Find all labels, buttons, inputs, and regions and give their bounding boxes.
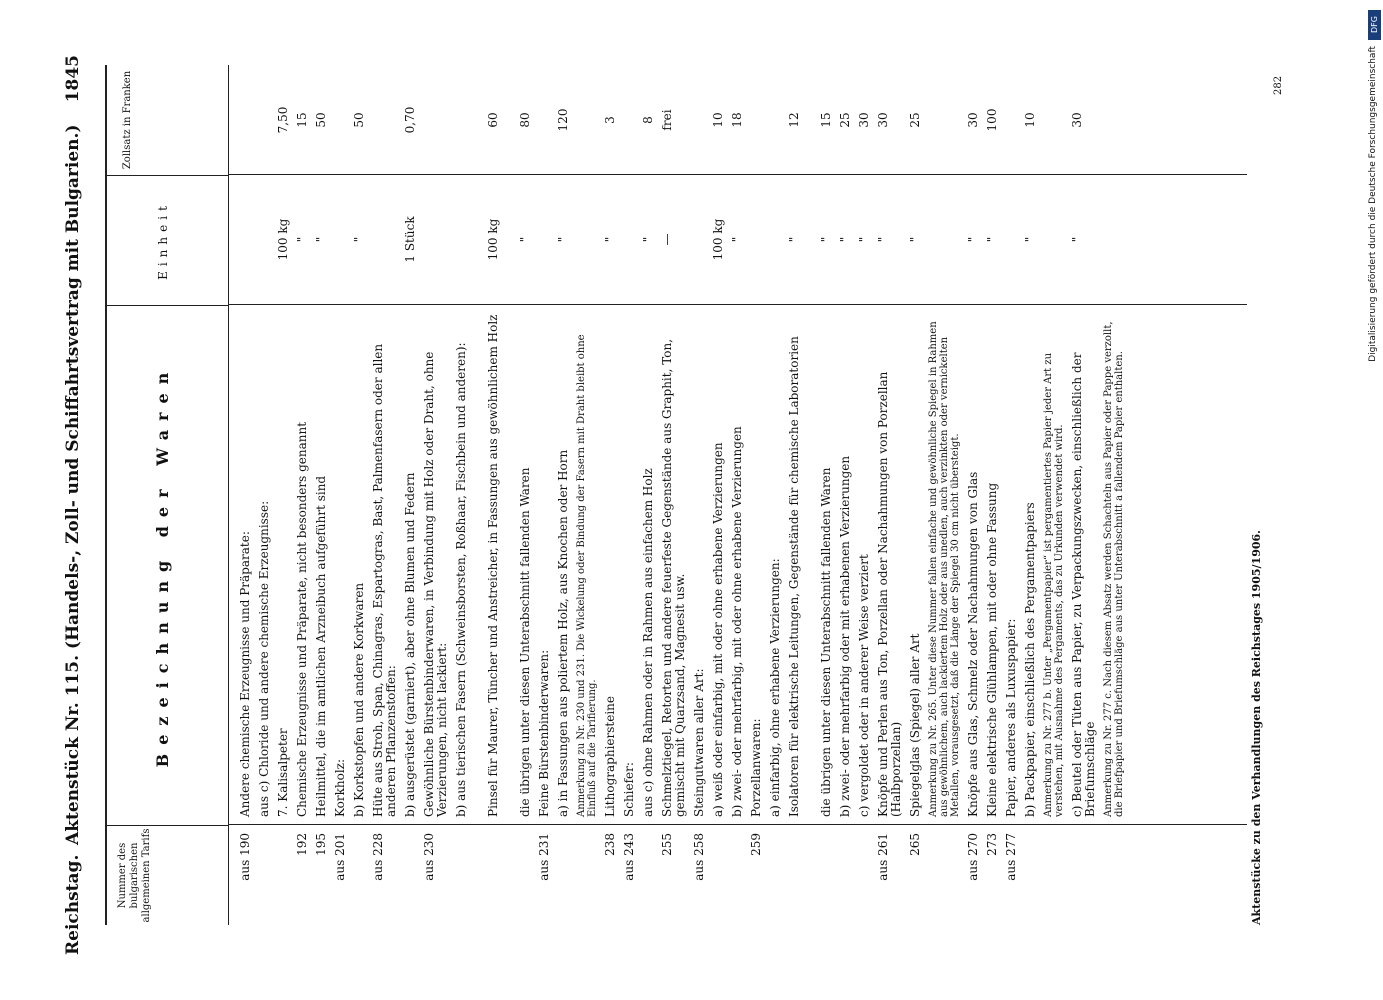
unit-cell: 100 kg (276, 218, 290, 261)
number-cell: 255 (660, 833, 674, 856)
description-cell: a) weiß oder einfarbig, mit oder ohne erhabene Verzierungen (711, 442, 725, 817)
duty-cell: 15 (819, 112, 833, 128)
header-title: Aktenstück Nr. 115. (Handels-, Zoll- und Schiffahrtsvertrag mit Bulgarien.) (63, 124, 83, 845)
description-cell: Anmerkung zu Nr. 277 c. Nach diesem Absatz werden Schachteln aus Papier oder Pappe verzollt, die Briefpapier und Briefumschläge aus unter Unterabschnitt a fallendem Papier enthalten. (1103, 321, 1125, 817)
unit-cell: " (819, 236, 833, 243)
duty-cell: 12 (787, 112, 801, 128)
description-cell: aus c) Chloride und andere chemische Erzeugnisse: (257, 500, 271, 817)
number-cell: aus 270 (966, 833, 980, 881)
description-cell: Andere chemische Erzeugnisse und Präparate: (238, 531, 252, 817)
unit-cell: — (660, 233, 674, 246)
number-cell: 273 (985, 833, 999, 856)
unit-cell: " (730, 236, 744, 243)
column-header-duty: Zollsatz in Franken (107, 65, 229, 175)
description-cell: Korkholz: (333, 758, 347, 817)
duty-cell: 10 (711, 112, 725, 128)
description-cell: Hüte aus Stroh, Span, Chinagras, Espartogras, Bast, Palmenfasern oder allen anderen Pflanzenstoffen: (371, 343, 398, 817)
column-header-unit: Einheit (107, 175, 229, 305)
duty-cell: 50 (352, 112, 366, 128)
description-cell: Steingutwaren aller Art: (692, 668, 706, 817)
description-cell: 7. Kalisalpeter (276, 728, 290, 817)
unit-cell: " (603, 236, 617, 243)
description-cell: Feine Bürstenbinderwaren: (537, 649, 551, 817)
side-credit (1368, 10, 1382, 750)
rotated-document (55, 35, 1295, 955)
unit-cell: " (518, 236, 532, 243)
description-cell: Anmerkung zu Nr. 277 b. Unter „Pergamentpapier“ ist pergamentiertes Papier jeder Art zu verstehen, mit Ausnahme des Pergaments, das zu Urkunden verwendet wird. (1043, 352, 1065, 817)
duty-cell: 25 (838, 112, 852, 128)
description-cell: aus c) ohne Rahmen oder in Rahmen aus einfachem Holz (641, 468, 655, 817)
description-cell: b) aus tierischen Fasern (Schweinsborsten, Roßhaar, Fischbein und anderen): (454, 342, 468, 817)
description-cell: a) einfarbig, ohne erhabene Verzierungen: (768, 558, 782, 817)
unit-cell: 100 kg (711, 218, 725, 261)
dfg-logo: DFG (1368, 10, 1381, 40)
column-divider (229, 824, 1247, 825)
digitization-credit: Digitalisierung gefördert durch die Deutsche Forschungsgemeinschaft (1368, 46, 1378, 362)
description-cell: b) zwei- oder mehrfarbig oder mit erhabenen Verzierungen (838, 455, 852, 817)
duty-cell: 30 (1070, 112, 1084, 128)
duty-cell: 100 (985, 108, 999, 132)
description-cell: Anmerkung zu Nr. 230 und 231. Die Wickelung oder Bindung der Fasern mit Draht bleibt ohne Einfluß auf die Tarifierung. (576, 334, 598, 817)
description-cell: b) Packpapier, einschließlich des Pergamentpapiers (1023, 502, 1037, 817)
duty-cell: 18 (730, 112, 744, 128)
duty-cell: 7,50 (276, 106, 290, 134)
page-marker: 282 (1273, 75, 1284, 95)
unit-cell: " (787, 236, 801, 243)
header-left: Reichstag. (63, 854, 83, 955)
duty-cell: 10 (1023, 112, 1037, 128)
number-cell: aus 261 (876, 833, 890, 881)
unit-cell: " (641, 236, 655, 243)
unit-cell: " (966, 236, 980, 243)
description-cell: Pinsel für Maurer, Tüncher und Anstreicher, in Fassungen aus gewöhnlichem Holz (486, 314, 500, 817)
unit-cell: " (985, 236, 999, 243)
duty-cell: 50 (314, 112, 328, 128)
number-cell: 192 (295, 833, 309, 856)
tariff-table (105, 65, 1287, 925)
description-cell: b) zwei- oder mehrfarbig, mit oder ohne erhabene Verzierungen (730, 426, 744, 817)
description-cell: Heilmittel, die im amtlichen Arzneibuch aufgeführt sind (314, 475, 328, 817)
duty-cell: frei (660, 109, 674, 131)
description-cell: Papier, anderes als Luxuspapier: (1004, 618, 1018, 817)
duty-cell: 0,70 (403, 106, 417, 134)
number-cell: aus 243 (622, 833, 636, 881)
number-cell: aus 277 (1004, 833, 1018, 881)
description-cell: Schmelztiegel, Retorten und andere feuerfeste Gegenstände aus Graphit, Ton, gemischt mit Quarzsand, Magnesit usw. (660, 338, 687, 817)
description-cell: Gewöhnliche Bürstenbinderwaren, in Verbindung mit Holz oder Draht, ohne Verzierungen, nicht lackiert: (422, 351, 449, 817)
page-header (55, 55, 95, 955)
unit-cell: " (1070, 236, 1084, 243)
number-cell: aus 190 (238, 833, 252, 881)
number-cell: 238 (603, 833, 617, 856)
duty-cell: 120 (556, 108, 570, 132)
unit-cell: 1 Stück (403, 216, 417, 263)
description-cell: b) Korkstopfen und andere Korkwaren (352, 582, 366, 817)
number-cell: aus 228 (371, 833, 385, 881)
duty-cell: 30 (966, 112, 980, 128)
number-cell: 195 (314, 833, 328, 856)
unit-cell: " (908, 236, 922, 243)
duty-cell: 30 (857, 112, 871, 128)
description-cell: Porzellanwaren: (749, 718, 763, 817)
duty-cell: 80 (518, 112, 532, 128)
unit-cell: " (857, 236, 871, 243)
description-cell: Isolatoren für elektrische Leitungen, Gegenstände für chemische Laboratorien (787, 336, 801, 817)
duty-cell: 15 (295, 112, 309, 128)
description-cell: Knöpfe und Perlen aus Ton, Porzellan oder Nachahmungen von Porzellan (Halbporzellan) (876, 371, 903, 817)
unit-cell: " (295, 236, 309, 243)
description-cell: Spiegelglas (Spiegel) aller Art (908, 633, 922, 817)
duty-cell: 60 (486, 112, 500, 128)
number-cell: 265 (908, 833, 922, 856)
column-divider (229, 174, 1247, 175)
duty-cell: 3 (603, 116, 617, 124)
unit-cell: " (314, 236, 328, 243)
description-cell: Chemische Erzeugnisse und Präparate, nicht besonders genannt (295, 421, 309, 817)
description-cell: Kleine elektrische Glühlampen, mit oder ohne Fassung (985, 482, 999, 817)
number-cell: aus 230 (422, 833, 436, 881)
column-divider (229, 304, 1247, 305)
description-cell: die übrigen unter diesen Unterabschnitt fallenden Waren (518, 467, 532, 817)
description-cell: c) vergoldet oder in anderer Weise verziert (857, 554, 871, 817)
duty-cell: 30 (876, 112, 890, 128)
description-cell: Lithographiersteine (603, 696, 617, 817)
number-cell: aus 258 (692, 833, 706, 881)
description-cell: die übrigen unter diesen Unterabschnitt fallenden Waren (819, 467, 833, 817)
unit-cell: 100 kg (486, 218, 500, 261)
description-cell: a) in Fassungen aus poliertem Holz, aus Knochen oder Horn (556, 449, 570, 817)
duty-cell: 8 (641, 116, 655, 124)
duty-cell: 25 (908, 112, 922, 128)
column-header-number: Nummer des bulgarischen allgemeinen Tarifs (107, 825, 229, 925)
unit-cell: " (352, 236, 366, 243)
unit-cell: " (838, 236, 852, 243)
description-cell: Knöpfe aus Glas, Schmelz oder Nachahmungen von Glas (966, 471, 980, 817)
description-cell: Schiefer: (622, 762, 636, 817)
header-page-number: 1845 (63, 55, 83, 103)
column-header-description: Bezeichnung der Waren (107, 305, 229, 825)
unit-cell: " (1023, 236, 1037, 243)
number-cell: aus 231 (537, 833, 551, 881)
number-cell: 259 (749, 833, 763, 856)
description-cell: Anmerkung zu Nr. 265. Unter diese Nummer fallen einfache und gewöhnliche Spiegel in Rahmen aus gewöhnlichem, auch lackiertem Holz oder aus unedlen, auch verzinkten oder vernickelten Metallen, vorausgesetzt, daß die Länge der Spiegel 30 cm nicht übersteigt. (928, 321, 961, 817)
unit-cell: " (556, 236, 570, 243)
unit-cell: " (876, 236, 890, 243)
description-cell: c) Beutel oder Tüten aus Papier, zu Verpackungszwecken, einschließlich der Briefumschläge (1070, 352, 1097, 817)
footer: Aktenstücke zu den Verhandlungen des Reichstages 1905/1906. (1250, 530, 1263, 925)
number-cell: aus 201 (333, 833, 347, 881)
description-cell: b) ausgerüstet (garniert), aber ohne Blumen und Federn (403, 472, 417, 817)
